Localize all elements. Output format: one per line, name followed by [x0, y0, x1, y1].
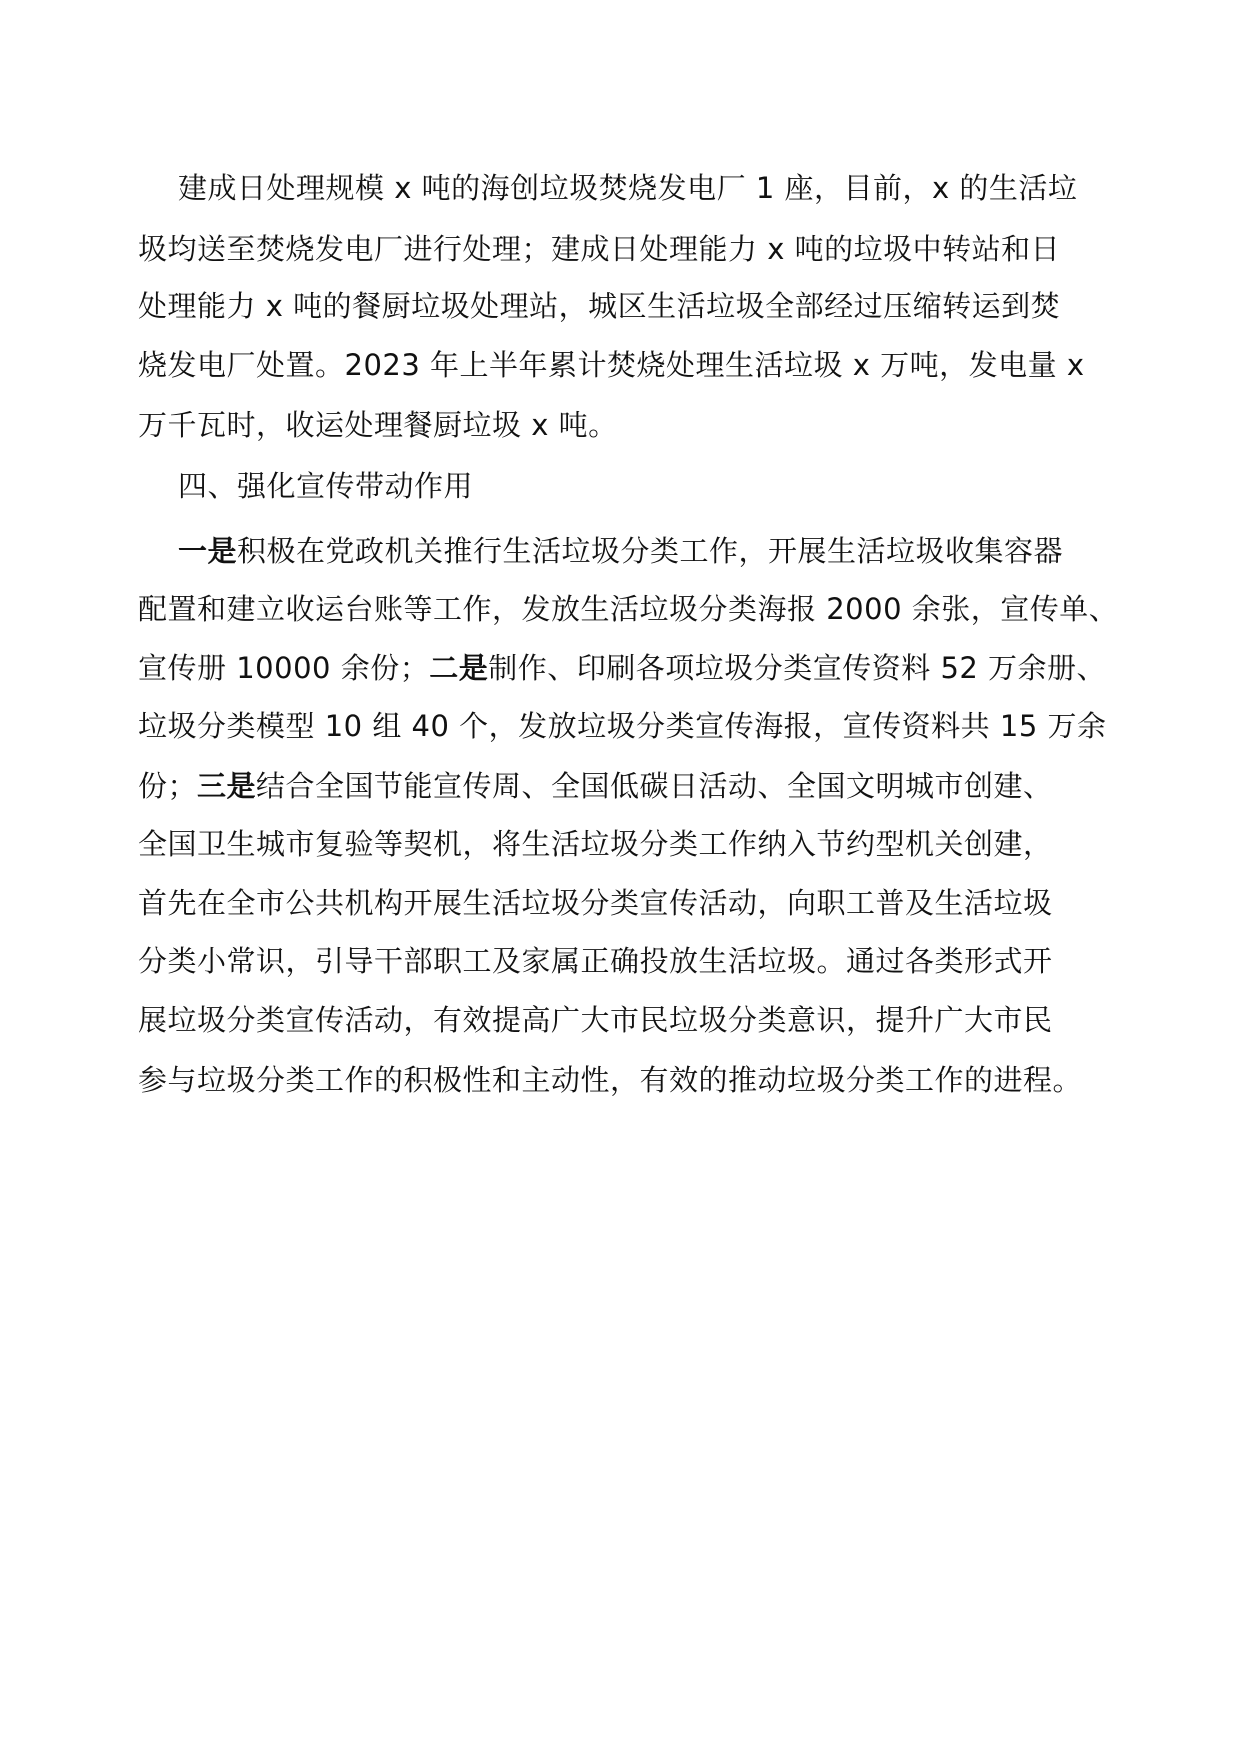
paragraph-line: 圾均送至焚烧发电厂进行处理；建成日处理能力 x 吨的垃圾中转站和日	[138, 232, 1061, 266]
paragraph-line: 参与垃圾分类工作的积极性和主动性，有效的推动垃圾分类工作的进程。	[138, 1063, 1083, 1097]
bold-marker: 二是	[429, 651, 489, 685]
paragraph-line: 宣传册 10000 余份；二是制作、印刷各项垃圾分类宣传资料 52 万余册、	[138, 651, 1107, 685]
paragraph-line: 全国卫生城市复验等契机，将生活垃圾分类工作纳入节约型机关创建，	[138, 827, 1053, 861]
section-heading: 四、强化宣传带动作用	[178, 469, 474, 503]
paragraph-line: 垃圾分类模型 10 组 40 个，发放垃圾分类宣传海报，宣传资料共 15 万余	[138, 709, 1107, 743]
bold-marker: 一是	[178, 534, 238, 568]
paragraph-line: 首先在全市公共机构开展生活垃圾分类宣传活动，向职工普及生活垃圾	[138, 886, 1053, 920]
paragraph-line: 分类小常识，引导干部职工及家属正确投放生活垃圾。通过各类形式开	[138, 944, 1053, 978]
bold-marker: 三是	[197, 769, 257, 803]
paragraph-line: 万千瓦时，收运处理餐厨垃圾 x 吨。	[138, 408, 618, 442]
paragraph-line: 建成日处理规模 x 吨的海创垃圾焚烧发电厂 1 座，目前，x 的生活垃	[178, 171, 1078, 205]
paragraph-line: 一是积极在党政机关推行生活垃圾分类工作，开展生活垃圾收集容器	[178, 534, 1064, 568]
paragraph-line: 烧发电厂处置。2023 年上半年累计焚烧处理生活垃圾 x 万吨，发电量 x	[138, 348, 1085, 382]
paragraph-line: 配置和建立收运台账等工作，发放生活垃圾分类海报 2000 余张，宣传单、	[138, 592, 1119, 626]
paragraph-line: 份；三是结合全国节能宣传周、全国低碳日活动、全国文明城市创建、	[138, 769, 1053, 803]
paragraph-line: 处理能力 x 吨的餐厨垃圾处理站，城区生活垃圾全部经过压缩转运到焚	[138, 289, 1061, 323]
paragraph-line: 展垃圾分类宣传活动，有效提高广大市民垃圾分类意识，提升广大市民	[138, 1003, 1053, 1037]
